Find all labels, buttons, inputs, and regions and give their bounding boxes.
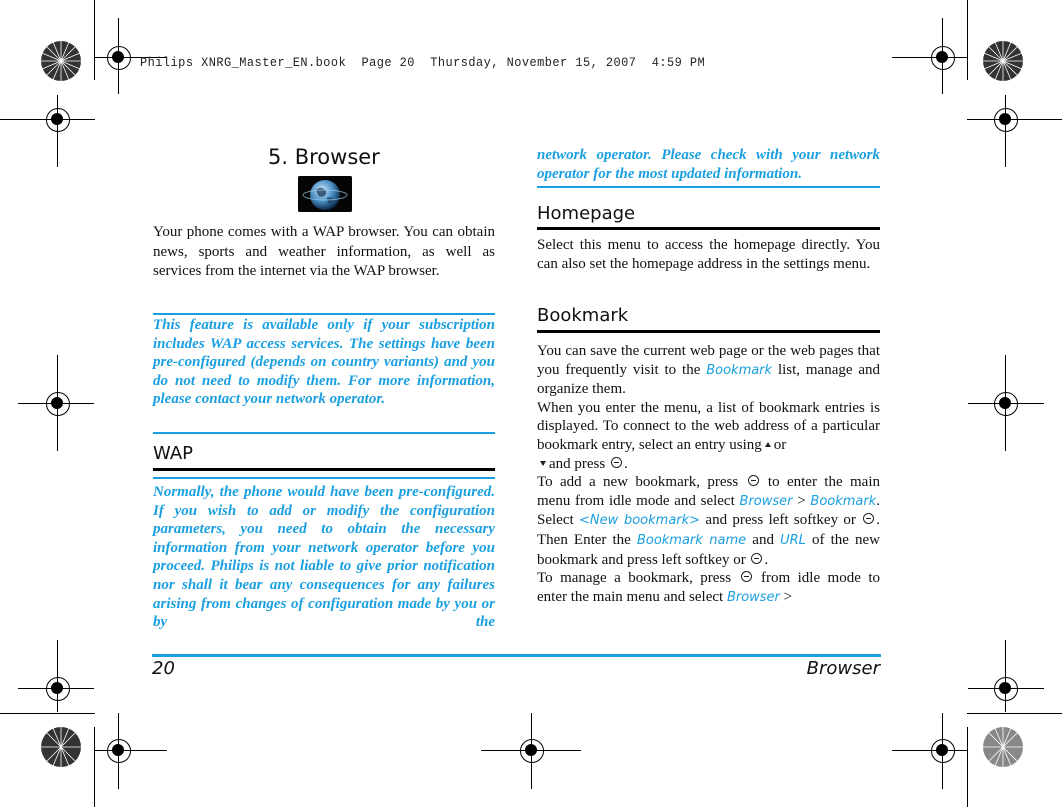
bookmark-p4-b: from idle mode to enter the main menu and select (537, 570, 881, 605)
menu-ref-url: URL (780, 532, 806, 548)
chapter-title: 5. Browser (268, 145, 380, 169)
registration-wheel-icon (982, 726, 1024, 768)
bookmark-p3-a: To add a new bookmark, press (537, 474, 739, 491)
menu-separator-2: > (783, 588, 793, 605)
bookmark-p3-b: to enter the main menu from idle mode and select (537, 474, 880, 509)
note-subscription: This feature is available only if your subscription includes WAP access services. The settings have been pre-configured (depends on country variants) and you do not need to modify them. For more information, please contact your network operator. (153, 317, 495, 408)
bookmark-p1-a: You can save the current web page or the web pages that you frequently visit to the (537, 343, 880, 378)
footer-section-name: Browser (806, 658, 880, 679)
note-configuration: Normally, the phone would have been pre-configured. If you wish to add or modify the configuration parameters, you need to obtain the necessary information from your network operator before you proceed. Philips is not liable to give prior notification nor shall it bear any consequences for any failures arising from changes of configuration made by you or by the (153, 484, 495, 631)
bookmark-p2-b: and press (549, 455, 606, 472)
section-heading-bookmark: Bookmark (537, 305, 629, 326)
ok-key-icon (611, 457, 622, 468)
bookmark-body: You can save the current web page or the web pages that you frequently visit to the Bookmark list, manage and organize them. When you enter the menu, a list of bookmark entries is displayed. To connect to the web address of a particular bookmark entry, select an entry using or and press . To add a new bookmark, press to enter the main menu from idle mode and select Browser > Bookmark. Select <New bookmark> and press left softkey or . Then Enter the Bookmark name and URL of the new bookmark and press left softkey or . To manage a bookmark, press from idle mode to enter the main menu and select Browser > (537, 343, 881, 605)
registration-wheel-icon (40, 726, 82, 768)
footer-rule (152, 654, 881, 657)
note-configuration-continued: network operator. Please check with your network operator for the most updated information. (537, 147, 880, 182)
bookmark-p2-a: When you enter the menu, a list of bookmark entries is displayed. To connect to the web address of a particular bookmark entry, select an entry using (537, 399, 880, 453)
menu-ref-new-bookmark: <New bookmark> (579, 513, 701, 529)
section-heading-homepage: Homepage (537, 203, 636, 224)
menu-separator: > (797, 492, 806, 509)
ok-key-icon (751, 553, 762, 564)
registration-wheel-icon (40, 40, 82, 82)
ok-key-icon (748, 475, 759, 486)
globe-icon (298, 176, 352, 212)
wap-heading-rule (153, 468, 495, 471)
note-continued-rule (537, 186, 880, 188)
homepage-heading-rule (537, 227, 880, 230)
ok-key-icon (741, 571, 752, 582)
registration-wheel-icon (982, 40, 1024, 82)
note-top-rule (153, 313, 495, 315)
note-bottom-rule (153, 432, 495, 434)
bookmark-p3-f: of the new bookmark and press left softkey or (537, 531, 880, 568)
bookmark-heading-rule (537, 330, 880, 333)
page-number: 20 (152, 658, 175, 679)
bookmark-p2-or: or (773, 436, 787, 453)
bookmark-p1-b: list, manage and organize them. (537, 361, 881, 398)
intro-paragraph: Your phone comes with a WAP browser. You can obtain news, sports and weather information, as well as services from the internet via the WAP browser. (153, 224, 495, 279)
up-arrow-icon (765, 442, 771, 447)
bookmark-p4-a: To manage a bookmark, press (537, 570, 732, 587)
bookmark-p3-e: . Then Enter the (537, 512, 880, 548)
bookmark-p3-d: and press left softkey or (705, 512, 856, 529)
menu-ref-browser-2: Browser (726, 589, 780, 605)
bookmark-p3-and: and (752, 531, 774, 548)
ok-key-icon (863, 513, 874, 524)
section-heading-wap: WAP (153, 443, 193, 464)
menu-ref-bookmark-2: Bookmark (810, 493, 877, 509)
homepage-text: Select this menu to access the homepage directly. You can also set the homepage address in the settings menu. (537, 237, 880, 272)
print-header-stamp: Philips XNRG_Master_EN.book Page 20 Thursday, November 15, 2007 4:59 PM (140, 55, 706, 70)
wap-note-top-rule (153, 477, 495, 479)
menu-ref-bookmark: Bookmark (706, 362, 773, 378)
bookmark-p3-c: . Select (537, 492, 881, 529)
menu-ref-bookmark-name: Bookmark name (636, 532, 747, 548)
down-arrow-icon (540, 461, 546, 466)
menu-ref-browser: Browser (739, 493, 793, 509)
